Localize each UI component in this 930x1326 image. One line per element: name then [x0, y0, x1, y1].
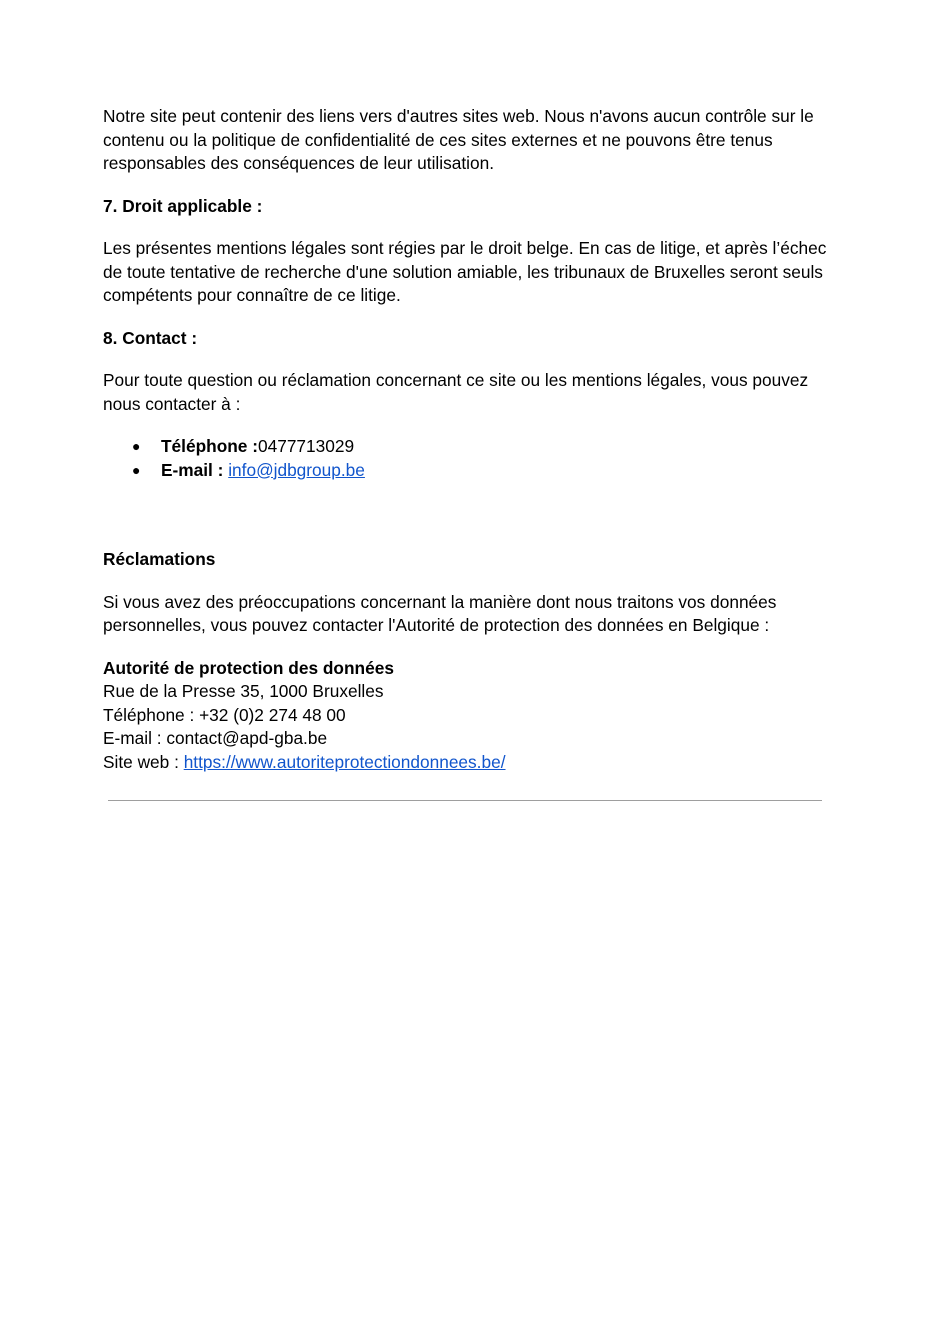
document-page [103, 105, 833, 774]
authority-website-link[interactable]: https://www.autoriteprotectiondonnees.be/ [183, 751, 506, 772]
reclamations-paragraph: Si vous avez des préoccupations concernant la manière dont nous traitons vos données personnelles, vous pouvez contacter l'Autorité de protection des données en Belgique : [103, 591, 777, 635]
authority-website-label: Site web : [103, 751, 184, 772]
horizontal-divider [108, 800, 822, 801]
contact-phone-value: 0477713029 [257, 436, 355, 456]
contact-email-label: E-mail : [161, 459, 229, 480]
section-7-heading: 7. Droit applicable : [103, 195, 263, 216]
contact-email-link[interactable]: info@jdbgroup.be [228, 459, 365, 480]
section-8-heading: 8. Contact : [103, 327, 198, 348]
reclamations-heading: Réclamations [103, 549, 216, 569]
authority-name: Autorité de protection des données [103, 657, 394, 678]
authority-address-block [103, 657, 833, 775]
bullet-icon: ● [132, 461, 141, 478]
authority-address: Rue de la Presse 35, 1000 Bruxelles [103, 681, 384, 701]
authority-website-line [103, 751, 833, 775]
contact-list [103, 435, 833, 482]
bullet-icon: ● [132, 438, 141, 454]
authority-email: E-mail : contact@apd-gba.be [103, 728, 328, 748]
contact-email-item [103, 459, 833, 483]
contact-phone-item [103, 435, 833, 459]
authority-phone: Téléphone : +32 (0)2 274 48 00 [103, 704, 346, 725]
external-links-paragraph: Notre site peut contenir des liens vers d'autres sites web. Nous n'avons aucun contrôle sur le contenu ou la politique de confidentialité de ces sites externes et ne pouvons être tenus responsables des conséquences de leur utilisation. [103, 106, 814, 173]
contact-phone-label: Téléphone : [161, 436, 258, 456]
section-8-paragraph: Pour toute question ou réclamation concernant ce site ou les mentions légales, vous pouvez nous contacter à : [103, 370, 809, 414]
section-7-paragraph: Les présentes mentions légales sont régies par le droit belge. En cas de litige, et après l’échec de toute tentative de recherche d'une solution amiable, les tribunaux de Bruxelles seront seuls compétents pour connaître de ce litige. [103, 238, 827, 305]
